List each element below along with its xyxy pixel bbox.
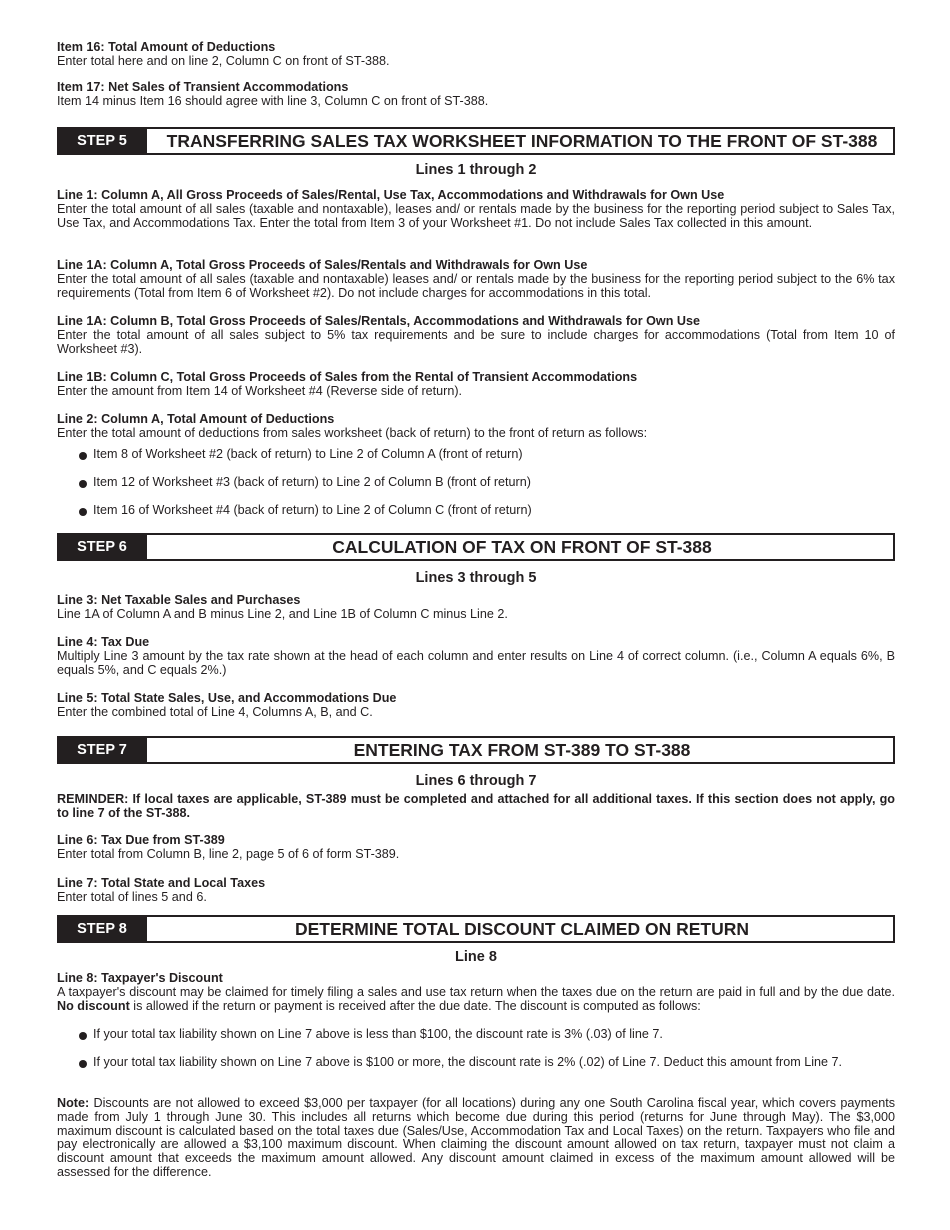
line7-section [57,877,895,905]
line2-bullet: Item 12 of Worksheet #3 (back of return) to Line 2 of Column B (front of return) [57,476,895,490]
line6-section [57,834,895,862]
line4-heading: Line 4: Tax Due [57,635,150,649]
line1-text: Enter the total amount of all sales (taxable and nontaxable), leases and/ or rentals made by the business for the reporting period subject to Sales Tax, Use Tax, and Accommodations Tax. Enter the total from Item 3 of your Worksheet #1. Do not include Sales Tax collected in this amount. [57,201,895,230]
discount-note [57,1097,895,1180]
step7-title: ENTERING TAX FROM ST-389 TO ST-388 [353,740,691,760]
bullet-icon [79,508,87,516]
step7-subtitle: Lines 6 through 7 [415,773,537,789]
line6-text: Enter total from Column B, line 2, page 5 of 6 of form ST-389. [57,846,400,861]
item17-section [57,81,895,109]
line6-heading: Line 6: Tax Due from ST-389 [57,833,225,847]
line2-text: Enter the total amount of deductions from sales worksheet (back of return) to the front of return as follows: [57,425,648,440]
line2-bullet: Item 8 of Worksheet #2 (back of return) to Line 2 of Column A (front of return) [57,448,895,462]
bullet-icon [79,452,87,460]
line1a-colB-section [57,315,895,356]
bullet-icon [79,480,87,488]
step6-title: CALCULATION OF TAX ON FRONT OF ST-388 [332,537,712,557]
line3-heading: Line 3: Net Taxable Sales and Purchases [57,593,301,607]
line7-heading: Line 7: Total State and Local Taxes [57,876,266,890]
item17-text: Item 14 minus Item 16 should agree with line 3, Column C on front of ST-388. [57,93,489,108]
step8-label: STEP 8 [57,915,147,943]
item16-section [57,41,895,69]
line1-section [57,189,895,230]
step8-subtitle: Line 8 [455,949,497,965]
line8-bullet: If your total tax liability shown on Line 7 above is less than $100, the discount rate is 3% (.03) of line 7. [57,1028,895,1042]
line7-text: Enter total of lines 5 and 6. [57,889,207,904]
line8-heading: Line 8: Taxpayer's Discount [57,971,223,985]
line8-bullet: If your total tax liability shown on Line 7 above is $100 or more, the discount rate is 2% (.02) of Line 7. Deduct this amount from Line 7. [57,1056,895,1070]
line8-text: A taxpayer's discount may be claimed for timely filing a sales and use tax return when the taxes due on the return are paid in full and by the due date. No discount is allowed if the return or payment is received after the due date. The discount is computed as follows: [57,984,895,1013]
bullet-icon [79,1060,87,1068]
line8-section [57,972,895,1013]
line2-section [57,413,895,441]
item16-text: Enter total here and on line 2, Column C on front of ST-388. [57,53,390,68]
line4-text: Multiply Line 3 amount by the tax rate shown at the head of each column and enter results on Line 4 of correct column. (i.e., Column A equals 6%, B equals 5%, and C equals 2%.) [57,648,895,677]
line1a-colB-heading: Line 1A: Column B, Total Gross Proceeds of Sales/Rentals, Accommodations and Withdrawals for Own Use [57,314,700,328]
line1b-text: Enter the amount from Item 14 of Worksheet #4 (Reverse side of return). [57,383,463,398]
step7-header [57,736,895,764]
line2-bullet: Item 16 of Worksheet #4 (back of return) to Line 2 of Column C (front of return) [57,504,895,518]
line1a-colA-heading: Line 1A: Column A, Total Gross Proceeds of Sales/Rentals and Withdrawals for Own Use [57,258,588,272]
step8-title: DETERMINE TOTAL DISCOUNT CLAIMED ON RETURN [294,919,750,939]
line2-heading: Line 2: Column A, Total Amount of Deductions [57,412,335,426]
step5-label: STEP 5 [57,127,147,155]
step6-subtitle: Lines 3 through 5 [415,570,537,586]
line1a-colA-section [57,259,895,300]
line1-heading: Line 1: Column A, All Gross Proceeds of Sales/Rental, Use Tax, Accommodations and Withdrawals for Own Use [57,188,725,202]
line5-heading: Line 5: Total State Sales, Use, and Accommodations Due [57,691,397,705]
step6-header [57,533,895,561]
line5-section [57,692,895,720]
line1b-section [57,371,895,399]
line1a-colA-text: Enter the total amount of all sales (taxable and nontaxable) leases and/ or rentals made by the business for the reporting period subject to the 6% tax requirements (Total from Item 6 of Worksheet #2). Do not include charges for accommodations in this total. [57,271,895,300]
step7-reminder: REMINDER: If local taxes are applicable, ST-389 must be completed and attached for all additional taxes. If this section does not apply, go to line 7 of the ST-388. [57,792,895,820]
item16-heading: Item 16: Total Amount of Deductions [57,40,276,54]
bullet-icon [79,1032,87,1040]
step7-label: STEP 7 [57,736,147,764]
line1a-colB-text: Enter the total amount of all sales subject to 5% tax requirements and be sure to include charges for accommodations (Total from Item 10 of Worksheet #3). [57,327,895,356]
item17-heading: Item 17: Net Sales of Transient Accommodations [57,80,349,94]
step6-label: STEP 6 [57,533,147,561]
step8-header [57,915,895,943]
line5-text: Enter the combined total of Line 4, Columns A, B, and C. [57,704,373,719]
line4-section [57,636,895,677]
line3-text: Line 1A of Column A and B minus Line 2, and Line 1B of Column C minus Line 2. [57,606,508,621]
step5-subtitle: Lines 1 through 2 [415,162,537,178]
line3-section [57,594,895,622]
note-label: Note: [57,1096,90,1110]
step5-header [57,127,895,155]
note-text: Discounts are not allowed to exceed $3,000 per taxpayer (for all locations) during any one South Carolina fiscal year, which covers payments made from July 1 through June 30. This includes all returns which become due during this period (returns for June through May). The $3,000 maximum discount is calculated based on the total taxes due (Sales/Use, Accommodation Tax and Local Taxes) on the return. Taxpayers who file and pay electronically are allowed a $3,100 maximum discount. When claiming the discount amount allowed on tax return, taxpayer must not claim a discount amount that exceeds the maximum amount allowed. Any discount amount claimed in excess of the maximum amount allowed will be assessed for the difference. [57,1096,895,1179]
step5-title: TRANSFERRING SALES TAX WORKSHEET INFORMATION TO THE FRONT OF ST-388 [166,131,878,151]
line1b-heading: Line 1B: Column C, Total Gross Proceeds of Sales from the Rental of Transient Accommodations [57,370,638,384]
